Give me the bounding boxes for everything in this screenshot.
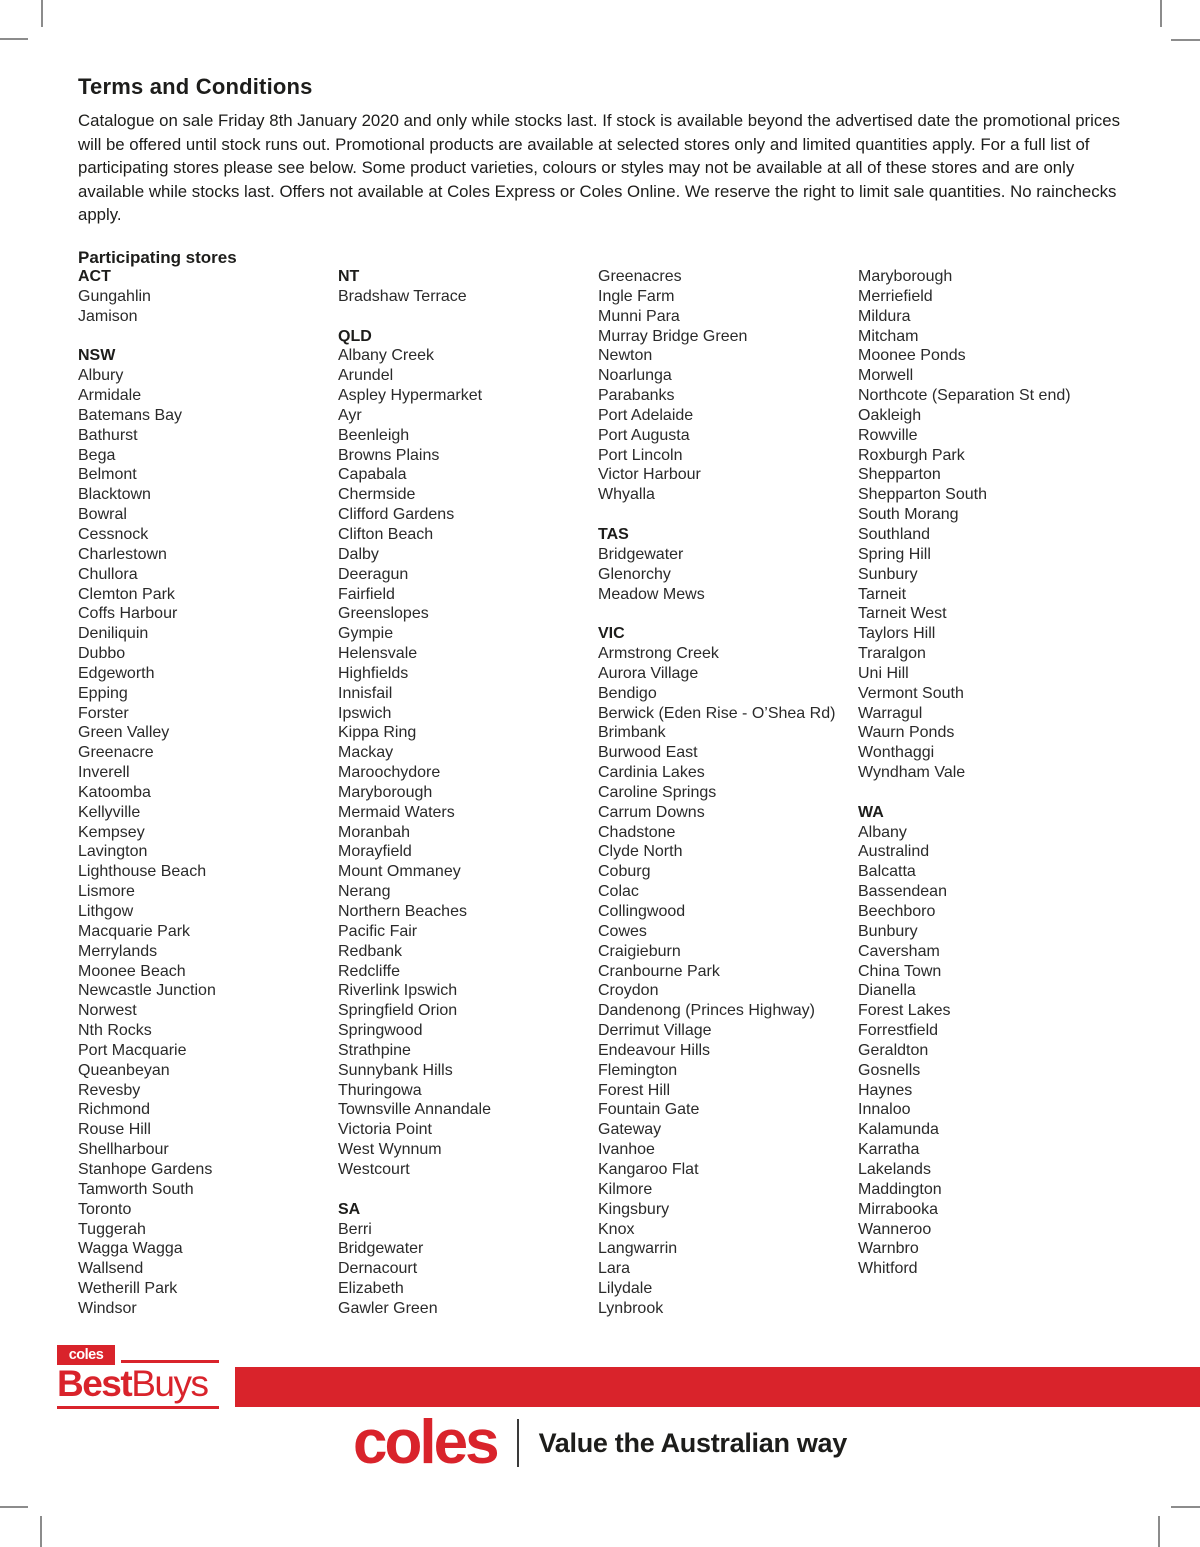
store-item: Waurn Ponds xyxy=(858,724,955,742)
store-group xyxy=(78,346,338,1318)
store-item: Southland xyxy=(858,525,931,543)
store-item: Ayr xyxy=(338,406,362,424)
state-heading: NSW xyxy=(78,347,116,365)
store-item: Knox xyxy=(598,1220,635,1238)
store-item: Nth Rocks xyxy=(78,1022,152,1040)
store-item: Sunbury xyxy=(858,565,918,583)
crop-mark-bottom-right-horizontal xyxy=(1171,1506,1200,1508)
store-item: Gympie xyxy=(338,625,394,643)
store-group xyxy=(338,327,598,1180)
store-item: Queanbeyan xyxy=(78,1061,170,1079)
store-item: Beechboro xyxy=(858,903,936,920)
store-item: Flemington xyxy=(598,1061,678,1079)
store-item: Burwood East xyxy=(598,744,698,762)
store-item: Glenorchy xyxy=(598,565,671,583)
store-item: Port Augusta xyxy=(598,426,690,444)
store-item: Forest Hill xyxy=(598,1081,671,1099)
store-item: Mermaid Waters xyxy=(338,803,455,821)
store-item: Whitford xyxy=(858,1260,918,1278)
store-item: Ivanhoe xyxy=(598,1141,655,1159)
store-item: Cessnock xyxy=(78,525,149,543)
store-item: Carrum Downs xyxy=(598,803,705,821)
store-item: Mackay xyxy=(338,744,394,762)
store-item: Lilydale xyxy=(598,1280,653,1298)
state-heading: WA xyxy=(858,803,884,821)
store-column-1 xyxy=(78,267,338,1319)
crop-mark-top-right-horizontal xyxy=(1171,39,1200,41)
store-item: Haynes xyxy=(858,1081,913,1099)
store-item: Australind xyxy=(858,843,930,861)
store-item: Newcastle Junction xyxy=(78,982,216,1000)
store-item: Balcatta xyxy=(858,863,916,881)
bestbuys-word-buys: Buys xyxy=(131,1363,208,1404)
store-item: Highfields xyxy=(338,664,409,682)
store-item: Windsor xyxy=(78,1299,137,1317)
store-item: Albany xyxy=(858,823,907,841)
store-group xyxy=(858,267,1118,783)
store-item: Collingwood xyxy=(598,903,686,920)
store-item: Redbank xyxy=(338,942,403,960)
store-item: Karratha xyxy=(858,1141,920,1159)
store-item: Albany Creek xyxy=(338,347,435,365)
store-item: Lara xyxy=(598,1260,631,1278)
state-heading: QLD xyxy=(338,327,372,345)
store-item: Maryborough xyxy=(858,268,953,285)
store-item: Traralgon xyxy=(858,645,926,663)
store-item: Chullora xyxy=(78,565,138,583)
store-item: Forest Lakes xyxy=(858,1002,951,1020)
store-item: Port Adelaide xyxy=(598,406,694,424)
store-item: Derrimut Village xyxy=(598,1022,712,1040)
store-item: Greenslopes xyxy=(338,605,429,623)
store-item: Wetherill Park xyxy=(78,1280,178,1298)
state-heading: SA xyxy=(338,1200,361,1218)
store-item: Port Lincoln xyxy=(598,446,683,464)
store-item: Maroochydore xyxy=(338,764,441,782)
store-item: Parabanks xyxy=(598,387,675,405)
coles-footer-lockup xyxy=(0,1408,1200,1478)
store-columns xyxy=(78,267,1138,1319)
store-item: Kalamunda xyxy=(858,1121,939,1139)
store-item: Innisfail xyxy=(338,684,393,702)
store-item: Berri xyxy=(338,1220,372,1238)
store-item: Langwarrin xyxy=(598,1240,678,1258)
store-group xyxy=(598,624,858,1319)
crop-mark-top-right-vertical xyxy=(1160,0,1162,27)
store-item: Lynbrook xyxy=(598,1299,664,1317)
store-item: Westcourt xyxy=(338,1160,410,1178)
store-item: Craigieburn xyxy=(598,942,681,960)
store-item: Rowville xyxy=(858,426,918,444)
store-item: Cranbourne Park xyxy=(598,962,720,980)
coles-tagline: Value the Australian way xyxy=(538,1427,847,1458)
store-item: Kippa Ring xyxy=(338,724,417,742)
store-item: Kilmore xyxy=(598,1180,653,1198)
store-item: Shellharbour xyxy=(78,1141,169,1159)
store-item: Lavington xyxy=(78,843,148,861)
page-title: Terms and Conditions xyxy=(78,74,313,99)
store-item: Innaloo xyxy=(858,1101,911,1119)
store-item: Armidale xyxy=(78,387,142,405)
store-item: Shepparton South xyxy=(858,486,987,504)
store-item: Fountain Gate xyxy=(598,1101,700,1119)
store-item: West Wynnum xyxy=(338,1141,442,1159)
store-item: Dernacourt xyxy=(338,1260,418,1278)
store-item: Northcote (Separation St end) xyxy=(858,387,1071,405)
store-item: Dubbo xyxy=(78,645,126,663)
logo-divider xyxy=(517,1419,519,1467)
store-item: Epping xyxy=(78,684,128,702)
store-item: Springwood xyxy=(338,1022,423,1040)
store-item: Ipswich xyxy=(338,704,392,722)
crop-mark-bottom-left-horizontal xyxy=(0,1506,28,1508)
store-item: Kingsbury xyxy=(598,1200,670,1218)
store-item: Macquarie Park xyxy=(78,922,191,940)
store-item: Mirrabooka xyxy=(858,1200,939,1218)
store-item: Bradshaw Terrace xyxy=(338,287,467,305)
store-item: Coburg xyxy=(598,863,651,881)
crop-mark-bottom-left-vertical xyxy=(40,1516,42,1547)
store-item: Dalby xyxy=(338,545,379,563)
store-item: Helensvale xyxy=(338,645,418,663)
store-item: Dandenong (Princes Highway) xyxy=(598,1002,815,1020)
store-item: Stanhope Gardens xyxy=(78,1160,213,1178)
store-item: Aurora Village xyxy=(598,664,699,682)
store-item: Dianella xyxy=(858,982,916,1000)
store-item: Bridgewater xyxy=(598,545,684,563)
store-item: Croydon xyxy=(598,982,659,1000)
store-item: Forrestfield xyxy=(858,1022,939,1040)
store-item: Thuringowa xyxy=(338,1081,422,1099)
store-item: Norwest xyxy=(78,1002,137,1020)
store-item: Tarneit xyxy=(858,585,907,603)
store-item: Revesby xyxy=(78,1081,141,1099)
store-item: Berwick (Eden Rise - O’Shea Rd) xyxy=(598,704,836,722)
store-item: Green Valley xyxy=(78,724,170,742)
store-group xyxy=(598,525,858,604)
store-item: Mitcham xyxy=(858,327,919,345)
store-group xyxy=(78,267,338,327)
store-item: Gosnells xyxy=(858,1061,921,1079)
store-item: Meadow Mews xyxy=(598,585,705,603)
store-item: Maddington xyxy=(858,1180,942,1198)
store-group xyxy=(598,267,858,505)
store-item: Wallsend xyxy=(78,1260,144,1278)
store-item: Clemton Park xyxy=(78,585,175,603)
store-item: Mildura xyxy=(858,307,911,325)
store-item: Arundel xyxy=(338,367,394,385)
store-item: Browns Plains xyxy=(338,446,440,464)
store-item: Gateway xyxy=(598,1121,662,1139)
store-item: Kangaroo Flat xyxy=(598,1160,699,1178)
store-item: Strathpine xyxy=(338,1041,411,1059)
store-item: Mount Ommaney xyxy=(338,863,461,881)
store-item: Moonee Beach xyxy=(78,962,186,980)
store-item: Warnbro xyxy=(858,1240,919,1258)
store-item: Roxburgh Park xyxy=(858,446,965,464)
state-heading: VIC xyxy=(598,625,625,643)
state-heading: TAS xyxy=(598,525,629,543)
store-item: Katoomba xyxy=(78,783,151,801)
store-item: Ingle Farm xyxy=(598,287,675,305)
store-item: Chermside xyxy=(338,486,416,504)
store-item: Spring Hill xyxy=(858,545,931,563)
store-group xyxy=(858,803,1118,1279)
store-item: Edgeworth xyxy=(78,664,155,682)
store-item: Munni Para xyxy=(598,307,680,325)
store-item: Greenacre xyxy=(78,744,154,762)
store-item: Armstrong Creek xyxy=(598,645,719,663)
store-item: Bega xyxy=(78,446,116,464)
store-item: Port Macquarie xyxy=(78,1041,187,1059)
terms-paragraph: Catalogue on sale Friday 8th January 2020 and only while stocks last. If stock is available beyond the advertised date the promotional prices will be offered until stock runs out. Promotional products are available at selected stores only and limited quantities apply. For a full list of participating stores please see below. Some product varieties, colours or styles may not be available at all of these stores and are only available while stocks last. Offers not available at Coles Express or Coles Online. We reserve the right to limit sale quantities. No rainchecks apply. xyxy=(78,111,1120,225)
store-item: Noarlunga xyxy=(598,367,672,385)
store-item: Bathurst xyxy=(78,426,138,444)
store-item: Bassendean xyxy=(858,883,947,901)
store-item: Richmond xyxy=(78,1101,151,1119)
store-item: Moranbah xyxy=(338,823,411,841)
store-item: Pacific Fair xyxy=(338,922,418,940)
store-item: Deeragun xyxy=(338,565,409,583)
store-item: Batemans Bay xyxy=(78,406,183,424)
store-column-3 xyxy=(598,267,858,1319)
participating-stores-heading: Participating stores xyxy=(78,247,237,267)
store-group xyxy=(338,1200,598,1319)
store-item: Morayfield xyxy=(338,843,412,861)
store-item: Townsville Annandale xyxy=(338,1101,491,1119)
store-item: Nerang xyxy=(338,883,391,901)
store-item: Wonthaggi xyxy=(858,744,935,762)
store-item: Caversham xyxy=(858,942,940,960)
store-item: Caroline Springs xyxy=(598,783,717,801)
store-item: Murray Bridge Green xyxy=(598,327,748,345)
store-item: Colac xyxy=(598,883,639,901)
store-group xyxy=(338,267,598,307)
terms-section xyxy=(78,74,1124,268)
store-item: Whyalla xyxy=(598,486,655,504)
crop-mark-top-left-vertical xyxy=(41,0,43,27)
store-item: Maryborough xyxy=(338,783,433,801)
store-item: Morwell xyxy=(858,367,914,385)
bestbuys-wordmark xyxy=(57,1363,207,1405)
crop-mark-bottom-right-vertical xyxy=(1158,1516,1160,1547)
store-item: Brimbank xyxy=(598,724,666,742)
store-item: Bendigo xyxy=(598,684,657,702)
store-item: Forster xyxy=(78,704,129,722)
store-item: Aspley Hypermarket xyxy=(338,387,483,405)
store-column-4 xyxy=(858,267,1118,1279)
bestbuys-logo xyxy=(57,1345,219,1411)
store-item: Gawler Green xyxy=(338,1299,438,1317)
store-item: Bunbury xyxy=(858,922,918,940)
store-item: Blacktown xyxy=(78,486,151,504)
coles-logo: coles xyxy=(353,1408,497,1477)
store-item: Beenleigh xyxy=(338,426,410,444)
store-item: Springfield Orion xyxy=(338,1002,458,1020)
store-item: Clifton Beach xyxy=(338,525,434,543)
store-item: Lighthouse Beach xyxy=(78,863,207,881)
store-item: Tamworth South xyxy=(78,1180,194,1198)
store-item: Fairfield xyxy=(338,585,395,603)
state-heading: ACT xyxy=(78,268,111,285)
store-item: Northern Beaches xyxy=(338,903,467,920)
store-item: Victoria Point xyxy=(338,1121,432,1139)
store-item: Merrylands xyxy=(78,942,158,960)
store-item: Sunnybank Hills xyxy=(338,1061,453,1079)
store-item: Wyndham Vale xyxy=(858,764,966,782)
store-item: Lakelands xyxy=(858,1160,931,1178)
store-item: Capabala xyxy=(338,466,407,484)
store-item: Inverell xyxy=(78,764,130,782)
store-item: Belmont xyxy=(78,466,137,484)
store-item: Rouse Hill xyxy=(78,1121,151,1139)
store-item: Bowral xyxy=(78,506,127,524)
store-item: Uni Hill xyxy=(858,664,909,682)
store-item: Charlestown xyxy=(78,545,167,563)
store-item: Taylors Hill xyxy=(858,625,936,643)
store-item: Redcliffe xyxy=(338,962,400,980)
store-item: Jamison xyxy=(78,307,138,325)
state-heading: NT xyxy=(338,268,360,285)
store-item: Moonee Ponds xyxy=(858,347,966,365)
store-item: Vermont South xyxy=(858,684,964,702)
store-item: Shepparton xyxy=(858,466,941,484)
store-item: Deniliquin xyxy=(78,625,149,643)
store-item: South Morang xyxy=(858,506,959,524)
bestbuys-coles-badge: coles xyxy=(57,1345,115,1365)
store-item: Merriefield xyxy=(858,287,933,305)
store-item: China Town xyxy=(858,962,942,980)
store-item: Wanneroo xyxy=(858,1220,932,1238)
crop-mark-top-left-horizontal xyxy=(0,38,28,40)
store-item: Kempsey xyxy=(78,823,145,841)
store-item: Oakleigh xyxy=(858,406,922,424)
store-item: Newton xyxy=(598,347,653,365)
store-item: Bridgewater xyxy=(338,1240,424,1258)
store-item: Clyde North xyxy=(598,843,683,861)
store-item: Gungahlin xyxy=(78,287,151,305)
footer-red-bar xyxy=(235,1367,1200,1407)
store-item: Coffs Harbour xyxy=(78,605,178,623)
store-item: Endeavour Hills xyxy=(598,1041,711,1059)
store-item: Kellyville xyxy=(78,803,141,821)
store-item: Lithgow xyxy=(78,903,134,920)
store-item: Chadstone xyxy=(598,823,676,841)
store-item: Warragul xyxy=(858,704,923,722)
store-item: Elizabeth xyxy=(338,1280,404,1298)
store-item: Lismore xyxy=(78,883,135,901)
store-item: Cowes xyxy=(598,922,647,940)
store-item: Wagga Wagga xyxy=(78,1240,183,1258)
store-item: Victor Harbour xyxy=(598,466,701,484)
store-item: Geraldton xyxy=(858,1041,929,1059)
store-item: Tuggerah xyxy=(78,1220,146,1238)
store-item: Cardinia Lakes xyxy=(598,764,705,782)
store-item: Toronto xyxy=(78,1200,132,1218)
store-item: Riverlink Ipswich xyxy=(338,982,458,1000)
store-column-2 xyxy=(338,267,598,1319)
store-item: Tarneit West xyxy=(858,605,947,623)
store-item: Clifford Gardens xyxy=(338,506,455,524)
bestbuys-word-best: Best xyxy=(57,1363,132,1404)
store-item: Albury xyxy=(78,367,124,385)
store-item: Greenacres xyxy=(598,268,682,285)
